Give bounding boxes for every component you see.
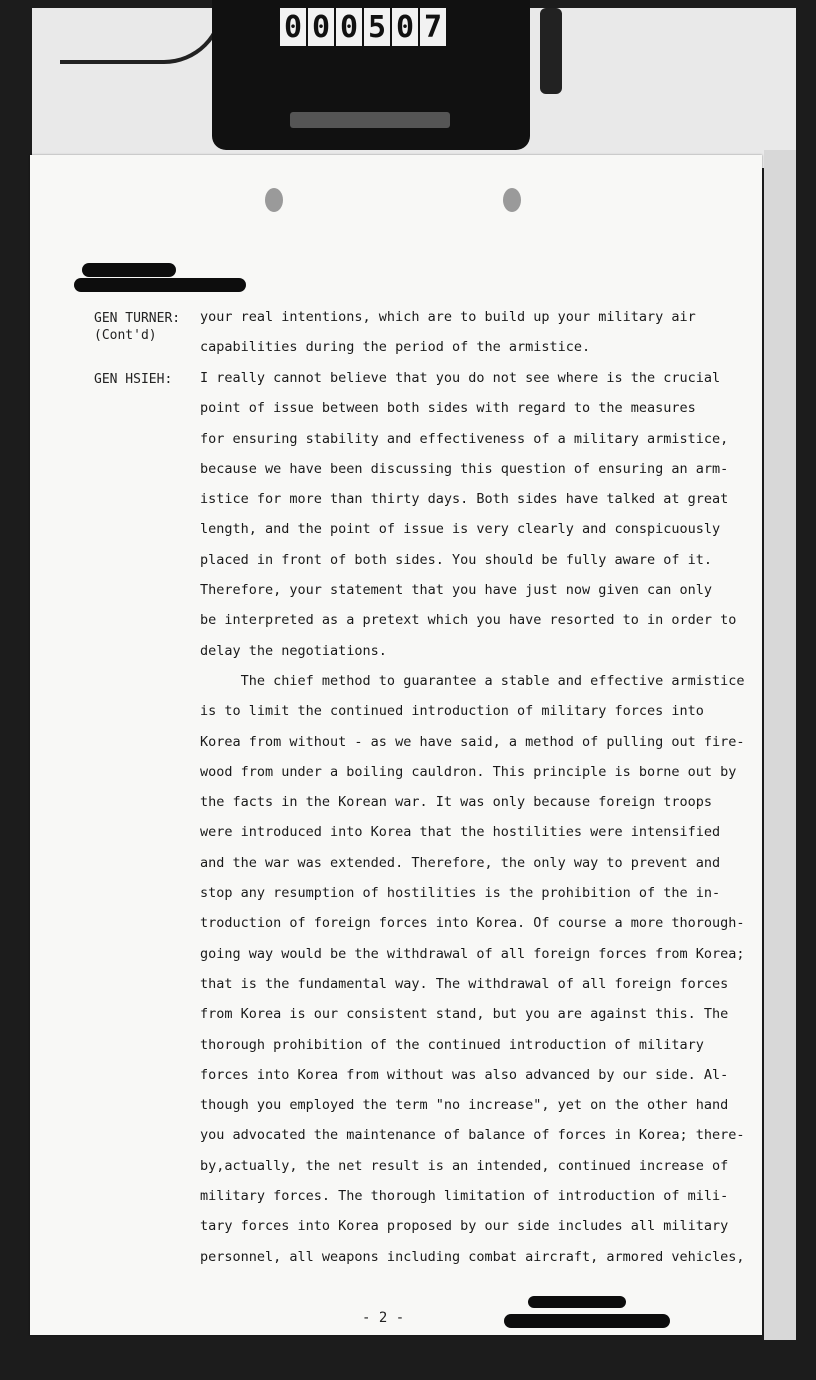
- counter-digit: 0: [308, 8, 334, 46]
- speech-text: [200, 363, 745, 1272]
- text-line: personnel, all weapons including combat aircraft, armored vehicles,: [200, 1248, 745, 1265]
- counter-digit: 0: [280, 8, 306, 46]
- text-line: going way would be the withdrawal of all foreign forces from Korea;: [200, 945, 745, 962]
- counter-knob: [540, 8, 562, 94]
- scanner-frame-right: [764, 150, 796, 1340]
- text-line: by,actually, the net result is an intended, continued increase of: [200, 1157, 729, 1174]
- text-line: troduction of foreign forces into Korea. Of course a more thorough-: [200, 915, 745, 932]
- text-line: though you employed the term "no increase", yet on the other hand: [200, 1097, 729, 1114]
- text-line: length, and the point of issue is very clearly and conspicuously: [200, 521, 721, 538]
- counter-digit: 5: [364, 8, 390, 46]
- text-line: is to limit the continued introduction of military forces into: [200, 703, 704, 720]
- text-line: point of issue between both sides with regard to the measures: [200, 400, 696, 417]
- text-line: that is the fundamental way. The withdrawal of all foreign forces: [200, 975, 729, 992]
- speaker-label: GEN HSIEH:: [94, 372, 173, 387]
- text-line: thorough prohibition of the continued introduction of military: [200, 1036, 704, 1053]
- text-line: the facts in the Korean war. It was only because foreign troops: [200, 794, 713, 811]
- text-line: Therefore, your statement that you have just now given can only: [200, 582, 713, 599]
- text-line: The chief method to guarantee a stable and effective armistice: [200, 672, 745, 689]
- text-line: forces into Korea from without was also advanced by our side. Al-: [200, 1066, 729, 1083]
- text-line: delay the negotiations.: [200, 642, 387, 659]
- text-line: were introduced into Korea that the hostilities were intensified: [200, 824, 721, 841]
- text-line: placed in front of both sides. You should be fully aware of it.: [200, 551, 713, 568]
- text-line: istice for more than thirty days. Both sides have talked at great: [200, 491, 729, 508]
- text-line: from Korea is our consistent stand, but you are against this. The: [200, 1006, 729, 1023]
- text-line: you advocated the maintenance of balance of forces in Korea; there-: [200, 1127, 745, 1144]
- text-line: capabilities during the period of the armistice.: [200, 339, 591, 356]
- text-line: your real intentions, which are to build up your military air: [200, 309, 696, 325]
- text-line: I really cannot believe that you do not see where is the crucial: [200, 370, 721, 386]
- text-line: and the war was extended. Therefore, the only way to prevent and: [200, 854, 721, 871]
- punch-hole: [503, 188, 521, 212]
- text-line: military forces. The thorough limitation of introduction of mili-: [200, 1188, 729, 1205]
- text-line: be interpreted as a pretext which you have resorted to in order to: [200, 612, 737, 629]
- text-line: wood from under a boiling cauldron. This principle is borne out by: [200, 763, 737, 780]
- counter-slot: [290, 112, 450, 128]
- redaction-bar: [74, 278, 246, 292]
- redaction-bar: [82, 263, 176, 277]
- speech-text: [200, 302, 720, 363]
- counter-digit: 0: [392, 8, 418, 46]
- redaction-bar: [528, 1296, 626, 1308]
- speaker-label: GEN TURNER: (Cont'd): [94, 311, 181, 343]
- text-line: for ensuring stability and effectiveness of a military armistice,: [200, 430, 729, 447]
- text-line: tary forces into Korea proposed by our side includes all military: [200, 1218, 729, 1235]
- redaction-bar: [504, 1314, 670, 1328]
- counter-digit: 7: [420, 8, 446, 46]
- punch-hole: [265, 188, 283, 212]
- counter-digit: 0: [336, 8, 362, 46]
- text-line: Korea from without - as we have said, a method of pulling out fire-: [200, 733, 745, 750]
- page-number: - 2 -: [362, 1310, 405, 1326]
- text-line: because we have been discussing this question of ensuring an arm-: [200, 460, 729, 477]
- text-line: stop any resumption of hostilities is the prohibition of the in-: [200, 885, 721, 902]
- counter-digits: [280, 8, 446, 46]
